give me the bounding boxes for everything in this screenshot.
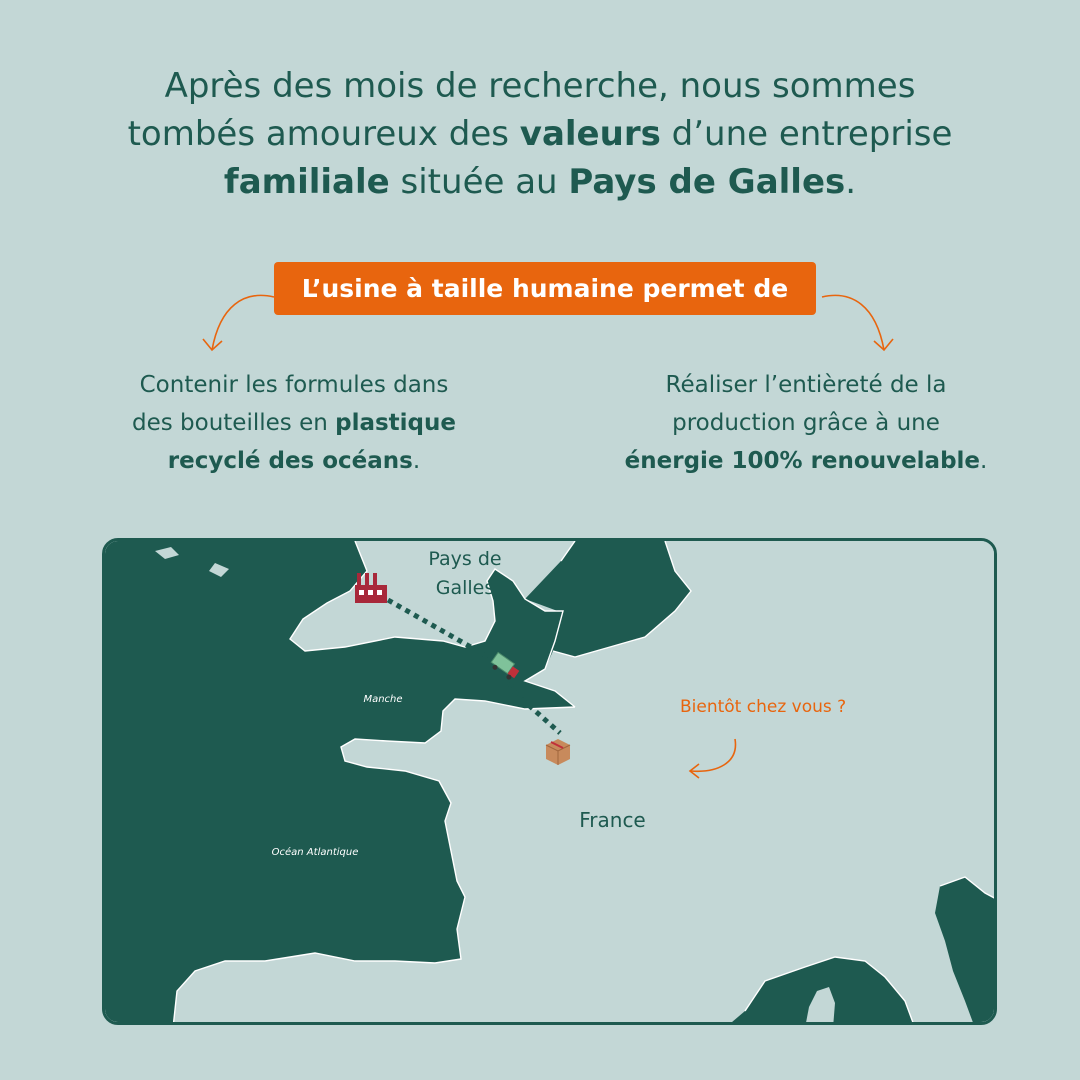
right-curved-arrow-icon [818, 288, 900, 356]
parcel-icon [542, 735, 572, 765]
truck-icon [487, 649, 523, 685]
banner-label: L’usine à taille humaine permet de [301, 274, 789, 303]
headline-line-3: familiale située au Pays de Galles. [223, 162, 857, 202]
left-curved-arrow-icon [196, 288, 278, 356]
benefit-recycled-plastic: Contenir les formules dans des bouteilles en plastique recyclé des océans. [132, 372, 456, 474]
headline-pays-de-galles: Pays de Galles [568, 162, 846, 202]
curved-arrow-icon [683, 737, 743, 783]
label-pays-de-galles: Pays de Galles [428, 548, 502, 599]
headline-familiale: familiale [223, 162, 390, 202]
factory-icon [353, 571, 389, 605]
label-france: France [579, 808, 646, 832]
headline-line-1: Après des mois de recherche, nous sommes [164, 66, 916, 106]
label-ocean-atlantique: Océan Atlantique [271, 847, 359, 858]
label-manche: Manche [363, 694, 403, 705]
map [102, 538, 997, 1025]
banner-factory [274, 262, 816, 315]
headline-valeurs: valeurs [519, 114, 661, 154]
label-bientot-chez-vous: Bientôt chez vous ? [680, 697, 847, 717]
shipping-route [105, 541, 997, 1025]
benefit-renewable-energy: Réaliser l’entièreté de la production grâce à une énergie 100% renouvelable. [624, 372, 988, 474]
headline-line-2: tombés amoureux des valeurs d’une entreprise [127, 114, 953, 154]
headline [60, 62, 1020, 206]
